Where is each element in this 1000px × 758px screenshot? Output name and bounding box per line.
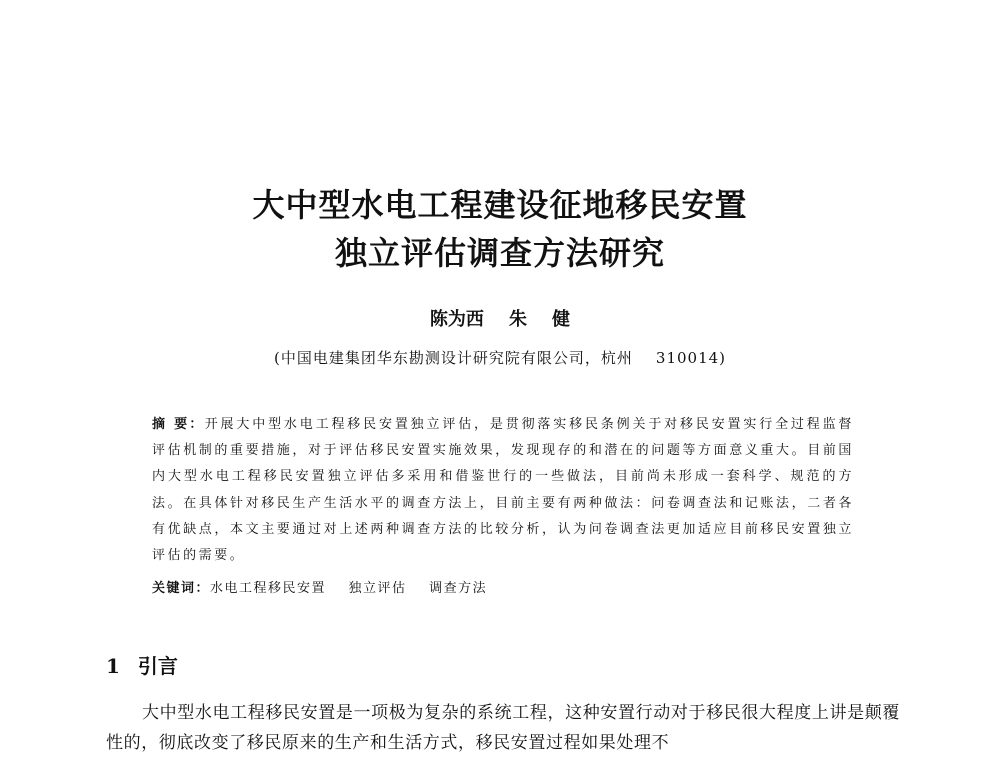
section-number: 1 bbox=[106, 654, 120, 678]
abstract-text: 开展大中型水电工程移民安置独立评估，是贯彻落实移民条例关于对移民安置实行全过程监督评估机制的重要措施，对于评估移民安置实施效果，发现现存的和潜在的问题等方面意义重大。目前国内大型水电工程移民安置独立评估多采用和借鉴世行的一些做法，目前尚未形成一套科学、规范的方法。在具体针对移民生产生活水平的调查方法上，目前主要有两种做法：问卷调查法和记账法，二者各有优缺点，本文主要通过对上述两种调查方法的比较分析，认为问卷调查法更加适应目前移民安置独立评估的需要。 bbox=[152, 417, 854, 564]
abstract bbox=[152, 412, 854, 569]
abstract-label: 摘 要： bbox=[152, 417, 205, 432]
paper-title-line-2: 独立评估调查方法研究 bbox=[334, 234, 665, 272]
section-heading bbox=[106, 650, 178, 679]
authors: 陈为西 朱 健 bbox=[429, 309, 571, 330]
affiliation: (中国电建集团华东勘测设计研究院有限公司，杭州 310014) bbox=[273, 349, 727, 367]
keywords bbox=[152, 577, 854, 596]
keywords-label: 关键词： bbox=[152, 581, 211, 596]
section-title: 引言 bbox=[137, 654, 178, 678]
body-paragraph: 大中型水电工程移民安置是一项极为复杂的系统工程，这种安置行动对于移民很大程度上讲是颠覆性的，彻底改变了移民原来的生产和生活方式，移民安置过程如果处理不 bbox=[106, 703, 900, 753]
keywords-text: 水电工程移民安置 独立评估 调查方法 bbox=[210, 581, 488, 596]
paper-title-line-1: 大中型水电工程建设征地移民安置 bbox=[252, 186, 748, 224]
